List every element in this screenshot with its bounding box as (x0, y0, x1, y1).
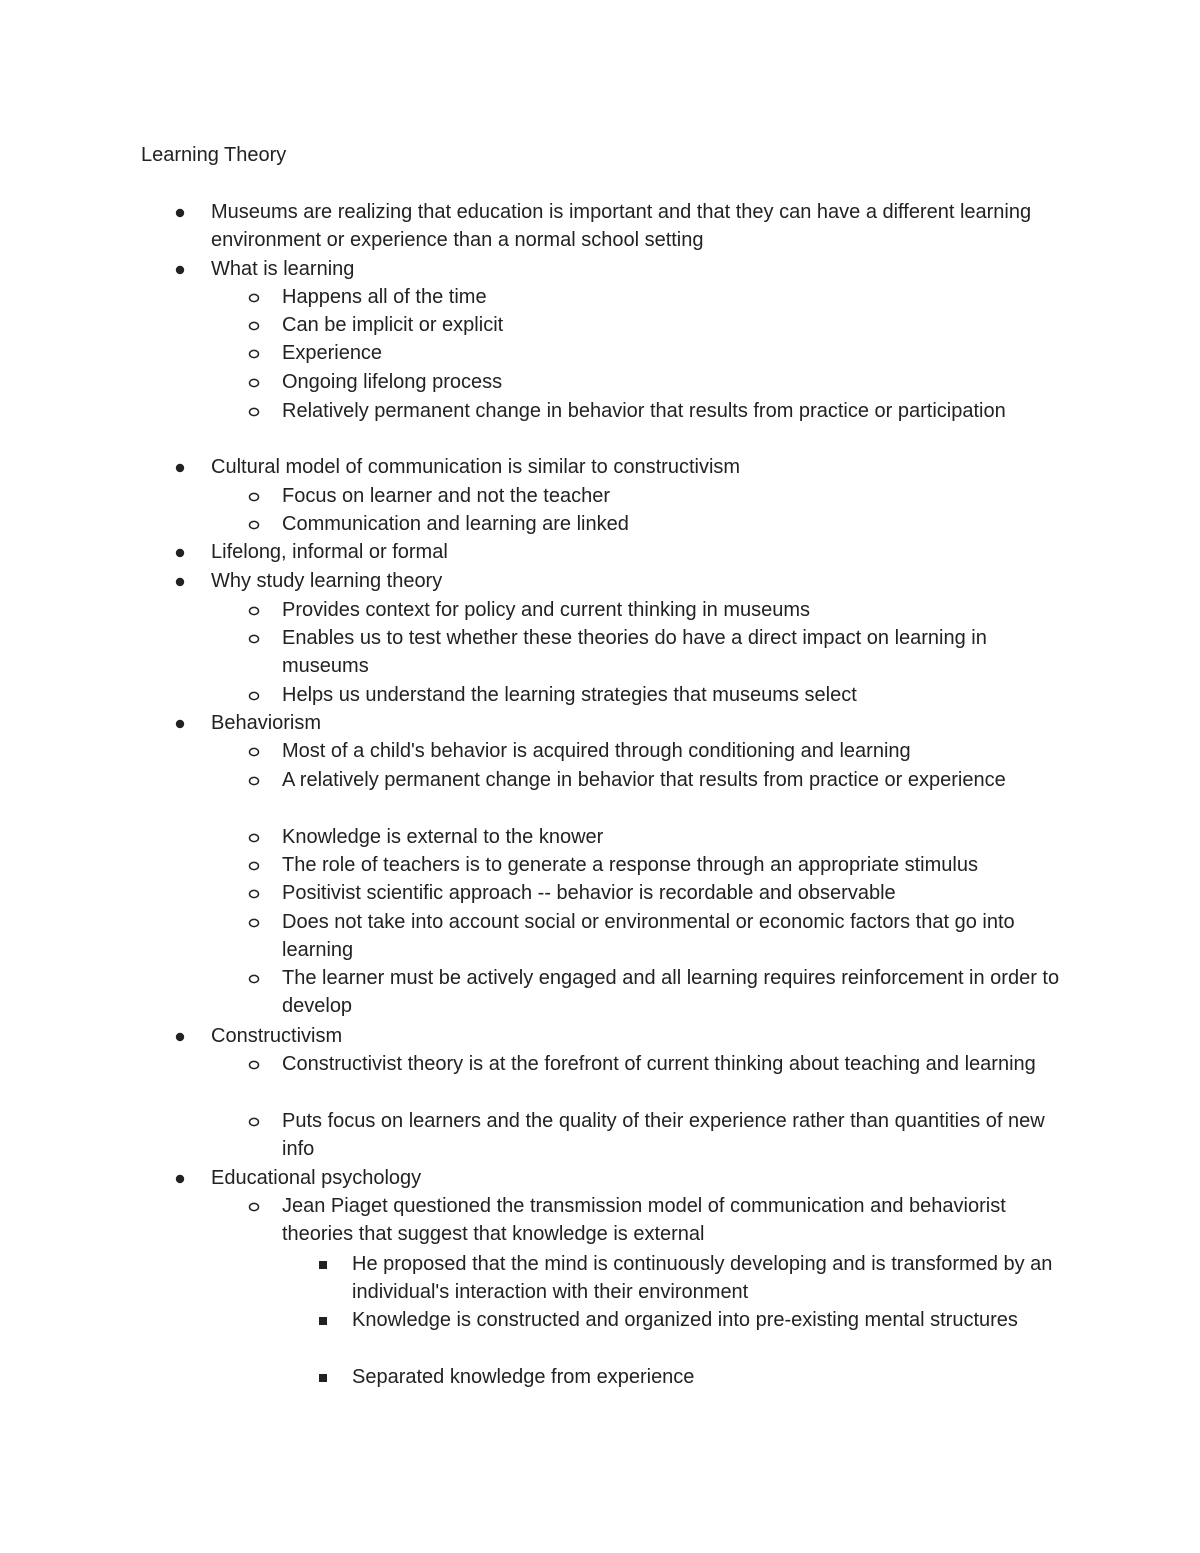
outline-item-1 (211, 198, 1071, 255)
filled-circle-bullet-icon (174, 255, 194, 283)
filled-square-bullet-icon (317, 1363, 337, 1391)
hollow-circle-bullet-icon (248, 339, 268, 367)
outline-item-2 (282, 1192, 1072, 1249)
outline-item-2 (282, 851, 1072, 879)
outline-item-text: Puts focus on learners and the quality of their experience rather than quantities of new info (282, 1110, 1045, 1161)
outline-item-3 (352, 1306, 1072, 1334)
outline-item-2 (282, 397, 1072, 425)
outline-item-text: Why study learning theory (211, 570, 443, 592)
outline-item-text: Relatively permanent change in behavior that results from practice or participation (282, 400, 1006, 422)
outline-item-2 (282, 368, 1072, 396)
hollow-circle-bullet-icon (248, 737, 268, 765)
document-title: Learning Theory (141, 144, 287, 166)
outline-item-text: Provides context for policy and current thinking in museums (282, 599, 811, 621)
outline-item-2 (282, 1050, 1072, 1078)
filled-circle-bullet-icon (174, 709, 194, 737)
outline-item-text: Communication and learning are linked (282, 513, 629, 535)
outline-item-2 (282, 1107, 1072, 1164)
outline-item-2 (282, 510, 1072, 538)
outline-item-text: Most of a child's behavior is acquired through conditioning and learning (282, 740, 911, 762)
outline-item-text: Enables us to test whether these theories do have a direct impact on learning in museums (282, 627, 987, 678)
outline-item-2 (282, 596, 1072, 624)
hollow-circle-bullet-icon (248, 964, 268, 992)
outline-item-text: Experience (282, 342, 383, 364)
outline-item-1 (211, 453, 1071, 481)
filled-circle-bullet-icon (174, 1164, 194, 1192)
outline-item-2 (282, 823, 1072, 851)
hollow-circle-bullet-icon (248, 851, 268, 879)
hollow-circle-bullet-icon (248, 311, 268, 339)
outline-item-3 (352, 1250, 1072, 1307)
outline-item-2 (282, 482, 1072, 510)
hollow-circle-bullet-icon (248, 823, 268, 851)
outline-item-2 (282, 964, 1072, 1021)
hollow-circle-bullet-icon (248, 1192, 268, 1220)
outline-item-text: The role of teachers is to generate a response through an appropriate stimulus (282, 854, 978, 876)
outline-item-2 (282, 311, 1072, 339)
hollow-circle-bullet-icon (248, 283, 268, 311)
outline-item-1 (211, 567, 1071, 595)
filled-circle-bullet-icon (174, 198, 194, 226)
outline-item-3 (352, 1363, 1072, 1391)
outline-item-text: Constructivist theory is at the forefront of current thinking about teaching and learning (282, 1053, 1036, 1075)
outline-item-text: Behaviorism (211, 712, 322, 734)
outline-item-text: Ongoing lifelong process (282, 371, 503, 393)
outline-item-text: Focus on learner and not the teacher (282, 485, 610, 507)
outline-item-1 (211, 1164, 1071, 1192)
outline-item-1 (211, 538, 1071, 566)
outline-item-text: What is learning (211, 258, 355, 280)
hollow-circle-bullet-icon (248, 1050, 268, 1078)
outline-item-2 (282, 339, 1072, 367)
outline-item-2 (282, 624, 1072, 681)
outline-item-text: The learner must be actively engaged and all learning requires reinforcement in order to develop (282, 967, 1060, 1018)
filled-square-bullet-icon (317, 1250, 337, 1278)
outline-item-1 (211, 255, 1071, 283)
outline-item-2 (282, 283, 1072, 311)
outline-item-text: Can be implicit or explicit (282, 314, 504, 336)
filled-circle-bullet-icon (174, 538, 194, 566)
hollow-circle-bullet-icon (248, 368, 268, 396)
outline-item-text: Educational psychology (211, 1167, 422, 1189)
outline-item-text: He proposed that the mind is continuously developing and is transformed by an individual's interaction with their environment (352, 1253, 1053, 1304)
outline-item-2 (282, 681, 1072, 709)
hollow-circle-bullet-icon (248, 766, 268, 794)
hollow-circle-bullet-icon (248, 482, 268, 510)
outline-item-2 (282, 737, 1072, 765)
outline-item-text: Happens all of the time (282, 286, 487, 308)
outline-item-text: A relatively permanent change in behavior that results from practice or experience (282, 769, 1006, 791)
outline-item-text: Knowledge is external to the knower (282, 826, 604, 848)
hollow-circle-bullet-icon (248, 908, 268, 936)
outline-item-text: Separated knowledge from experience (352, 1366, 695, 1388)
outline-item-text: Constructivism (211, 1025, 343, 1047)
outline-item-text: Knowledge is constructed and organized into pre-existing mental structures (352, 1309, 1018, 1331)
hollow-circle-bullet-icon (248, 397, 268, 425)
outline-item-1 (211, 709, 1071, 737)
outline-item-1 (211, 1022, 1071, 1050)
filled-circle-bullet-icon (174, 453, 194, 481)
outline-item-text: Helps us understand the learning strategies that museums select (282, 684, 857, 706)
hollow-circle-bullet-icon (248, 681, 268, 709)
filled-circle-bullet-icon (174, 567, 194, 595)
hollow-circle-bullet-icon (248, 1107, 268, 1135)
hollow-circle-bullet-icon (248, 879, 268, 907)
outline-item-text: Jean Piaget questioned the transmission model of communication and behaviorist theories that suggest that knowledge is external (282, 1195, 1006, 1246)
hollow-circle-bullet-icon (248, 624, 268, 652)
outline-item-text: Positivist scientific approach -- behavior is recordable and observable (282, 882, 896, 904)
outline-item-text: Lifelong, informal or formal (211, 541, 448, 563)
outline-item-2 (282, 908, 1072, 965)
outline-item-2 (282, 766, 1072, 794)
filled-square-bullet-icon (317, 1306, 337, 1334)
filled-circle-bullet-icon (174, 1022, 194, 1050)
outline-item-text: Does not take into account social or environmental or economic factors that go into learning (282, 911, 1015, 962)
outline-item-text: Cultural model of communication is similar to constructivism (211, 456, 741, 478)
hollow-circle-bullet-icon (248, 596, 268, 624)
outline-item-2 (282, 879, 1072, 907)
hollow-circle-bullet-icon (248, 510, 268, 538)
outline-item-text: Museums are realizing that education is important and that they can have a different learning environment or experience than a normal school setting (211, 201, 1032, 252)
